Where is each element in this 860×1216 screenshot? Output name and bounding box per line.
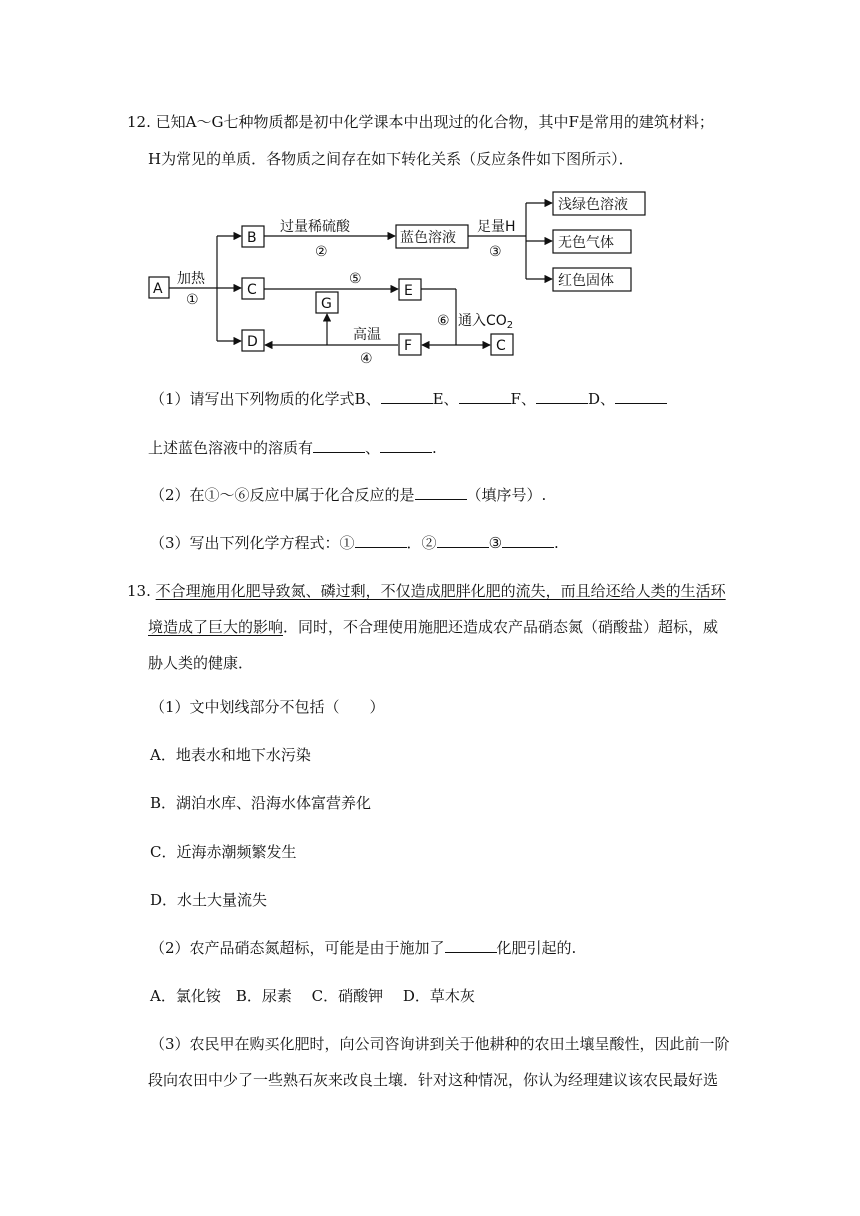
blank-solute1[interactable] <box>313 438 365 453</box>
q12-reaction-diagram <box>140 184 660 364</box>
label-num6: ⑥ <box>437 313 450 329</box>
blank-D[interactable] <box>615 389 667 404</box>
q12-part2: （2）在①～⑥反应中属于化合反应的是 （填序号）. <box>150 486 547 504</box>
label-product2: 无色气体 <box>558 235 614 251</box>
label-num1: ① <box>186 292 199 308</box>
q12-stem-line2: H为常见的单质．各物质之间存在如下转化关系（反应条件如下图所示）． <box>148 150 634 168</box>
q13-part2-options: A．氯化铵 B．尿素 C．硝酸钾 D．草木灰 <box>150 987 475 1005</box>
blank-fertilizer[interactable] <box>445 938 497 953</box>
q13-stem-line3: 胁人类的健康． <box>148 654 254 672</box>
q13-option-D: D．水土大量流失 <box>150 891 268 909</box>
label-num5: ⑤ <box>349 271 362 287</box>
label-C-left: C <box>247 282 257 298</box>
q13-stem-line2: 境造成了巨大的影响．同时，不合理使用施肥还造成农产品硝态氮（硝酸盐）超标，威 <box>148 618 719 636</box>
q12-number: 12. <box>127 113 151 131</box>
label-H: 足量H <box>477 219 516 235</box>
q12-part1-line2: 上述蓝色溶液中的溶质有 、 . <box>148 439 437 457</box>
q13-option-A: A．地表水和地下水污染 <box>150 746 311 764</box>
label-num2: ② <box>315 244 328 260</box>
blank-eq2[interactable] <box>437 533 489 548</box>
label-product3: 红色固体 <box>558 273 614 289</box>
q13-option-C: C．近海赤潮频繁发生 <box>150 843 297 861</box>
q13-part3-line2: 段向农田中少了一些熟石灰来改良土壤．针对这种情况，你认为经理建议该农民最好选 <box>148 1071 719 1089</box>
q13-underlined-1: 不合理施用化肥导致氮、磷过剩，不仅造成肥胖化肥的流失，而且给还给人类的生活环 <box>155 582 726 600</box>
label-heat: 加热 <box>177 271 205 287</box>
q13-part3-line1: （3）农民甲在购买化肥时，向公司咨询讲到关于他耕种的农田土壤呈酸性，因此前一阶 <box>150 1035 730 1053</box>
label-co2: 通入$CO_2$ <box>458 313 514 331</box>
blank-E[interactable] <box>459 389 511 404</box>
q12-stem-text1: 已知A～G七种物质都是初中化学课本中出现过的化合物，其中F是常用的建筑材料； <box>155 113 714 131</box>
label-A: A <box>153 281 163 297</box>
label-E: E <box>404 283 413 299</box>
blank-solute2[interactable] <box>380 438 432 453</box>
label-B: B <box>247 230 257 246</box>
blank-eq3[interactable] <box>502 533 554 548</box>
q13-stem-line1 <box>127 581 726 601</box>
blank-F[interactable] <box>536 389 588 404</box>
label-product1: 浅绿色溶液 <box>558 197 628 213</box>
label-G: G <box>321 296 332 312</box>
q12-stem-line1 <box>127 112 714 132</box>
blank-B[interactable] <box>381 389 433 404</box>
q12-part3: （3）写出下列化学方程式：① ．② ③ . <box>150 534 559 552</box>
q12-part1-line1: （1）请写出下列物质的化学式B、 E、 F、 D、 <box>150 389 667 409</box>
label-blue-solution: 蓝色溶液 <box>400 230 456 246</box>
label-D: D <box>247 334 258 350</box>
q13-part1: （1）文中划线部分不包括（ ） <box>150 698 385 716</box>
label-C-right: C <box>496 338 506 354</box>
label-F: F <box>404 338 413 354</box>
q13-underlined-2: 境造成了巨大的影响 <box>148 618 284 636</box>
blank-combination[interactable] <box>415 485 467 500</box>
label-hightemp: 高温 <box>353 327 381 343</box>
blank-eq1[interactable] <box>355 533 407 548</box>
label-num4: ④ <box>360 351 373 364</box>
q13-option-B: B．湖泊水库、沿海水体富营养化 <box>150 794 372 812</box>
q13-number: 13. <box>127 582 151 600</box>
q13-part2: （2）农产品硝态氮超标，可能是由于施加了 化肥引起的. <box>150 939 577 957</box>
label-acid: 过量稀硫酸 <box>280 219 350 235</box>
label-num3: ③ <box>489 244 502 260</box>
